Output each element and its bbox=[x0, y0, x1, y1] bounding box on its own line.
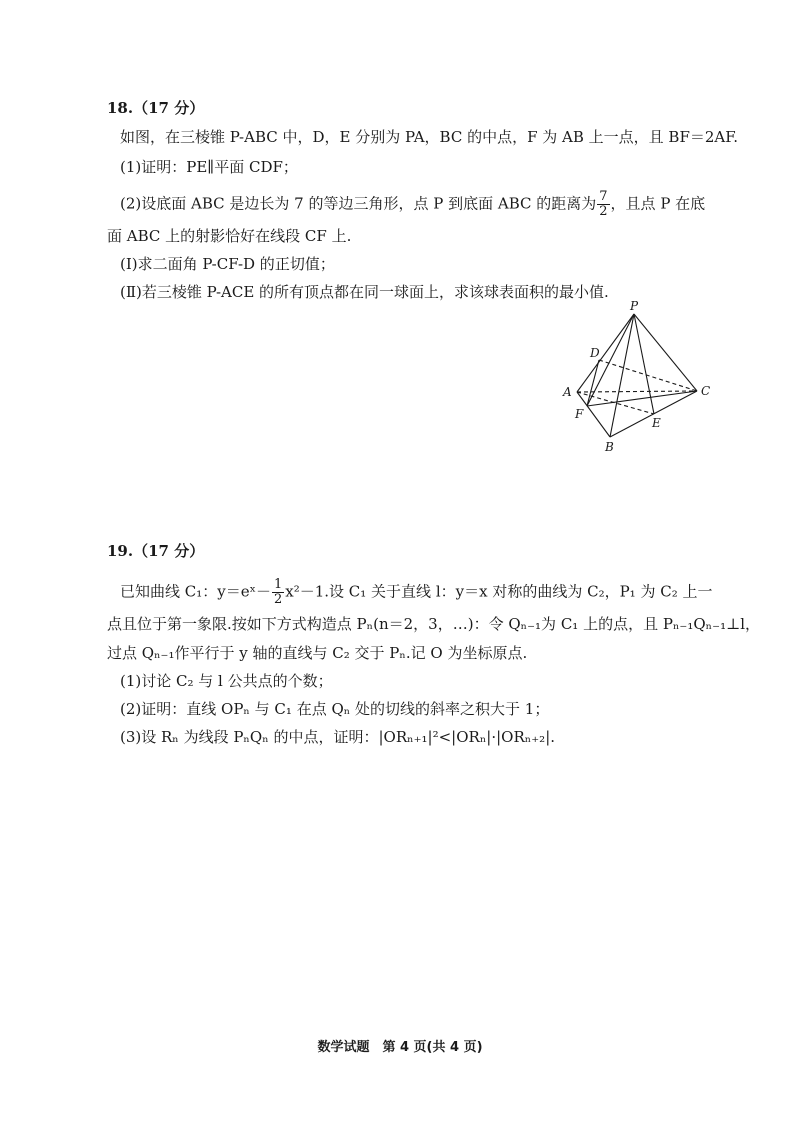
q19-header bbox=[107, 541, 204, 561]
q19-fraction-denominator: 2 bbox=[273, 592, 283, 607]
q19-fraction-numerator: 1 bbox=[273, 577, 283, 592]
q18-part2-line1 bbox=[120, 190, 705, 219]
q19-part3: (3)设 Rₙ 为线段 PₙQₙ 的中点，证明：|ORₙ₊₁|²<|ORₙ|·|ORₙ₊₂|. bbox=[120, 728, 556, 746]
label-P: P bbox=[630, 300, 639, 313]
q18-stem: 如图，在三棱锥 P-ABC 中，D，E 分别为 PA，BC 的中点，F 为 AB 上一点，且 BF＝2AF. bbox=[120, 128, 739, 146]
q19-stem-line2: 点且位于第一象限.按如下方式构造点 Pₙ(n＝2，3，…)：令 Qₙ₋₁为 C₁ 上的点，且 Pₙ₋₁Qₙ₋₁⊥l， bbox=[107, 615, 760, 633]
q19-stem-line3: 过点 Qₙ₋₁作平行于 y 轴的直线与 C₂ 交于 Pₙ.记 O 为坐标原点. bbox=[107, 644, 528, 662]
q18-sub2: (Ⅱ)若三棱锥 P-ACE 的所有顶点都在同一球面上，求该球表面积的最小值. bbox=[120, 283, 609, 301]
edge-PB bbox=[610, 314, 634, 437]
label-E: E bbox=[652, 416, 661, 430]
q18-part2-line2: 面 ABC 上的射影恰好在线段 CF 上. bbox=[107, 227, 352, 245]
segment-FC bbox=[587, 391, 697, 406]
q19-stem-text-b: x²－1.设 C₁ 关于直线 l：y＝x 对称的曲线为 C₂，P₁ 为 C₂ 上一 bbox=[285, 582, 713, 601]
q18-header bbox=[107, 98, 204, 118]
q18-number: 18. bbox=[107, 99, 134, 117]
edge-PA bbox=[577, 314, 634, 392]
label-B: B bbox=[605, 440, 614, 454]
q18-sub1: (Ⅰ)求二面角 P-CF-D 的正切值； bbox=[120, 255, 335, 273]
tetrahedron-figure bbox=[550, 300, 730, 460]
q19-stem-text-a: 已知曲线 C₁：y＝eˣ－ bbox=[120, 582, 271, 601]
q19-stem-line1 bbox=[120, 578, 713, 607]
q18-score: （17 分） bbox=[133, 99, 205, 117]
q19-score: （17 分） bbox=[133, 542, 205, 560]
label-D: D bbox=[590, 346, 600, 360]
q18-part1: (1)证明：PE∥平面 CDF； bbox=[120, 158, 298, 176]
q19-part1: (1)讨论 C₂ 与 l 公共点的个数； bbox=[120, 672, 333, 690]
q18-part2-text-b: ，且点 P 在底 bbox=[610, 194, 706, 213]
label-A: A bbox=[563, 385, 572, 399]
label-C: C bbox=[701, 384, 711, 398]
label-F: F bbox=[575, 407, 584, 421]
q18-part2-text-a: (2)设底面 ABC 是边长为 7 的等边三角形，点 P 到底面 ABC 的距离为 bbox=[120, 194, 597, 213]
segment-DF bbox=[587, 360, 599, 406]
q19-fraction bbox=[272, 578, 284, 607]
q18-fraction-denominator: 2 bbox=[599, 204, 608, 219]
q18-fraction bbox=[597, 190, 609, 219]
q19-number: 19. bbox=[107, 542, 134, 560]
page-footer: 数学试题 第 4 页(共 4 页) bbox=[317, 1040, 483, 1055]
q18-fraction-numerator: 7 bbox=[599, 189, 608, 204]
edge-PC bbox=[634, 314, 697, 391]
q19-part2: (2)证明：直线 OPₙ 与 C₁ 在点 Qₙ 处的切线的斜率之积大于 1； bbox=[120, 700, 550, 718]
